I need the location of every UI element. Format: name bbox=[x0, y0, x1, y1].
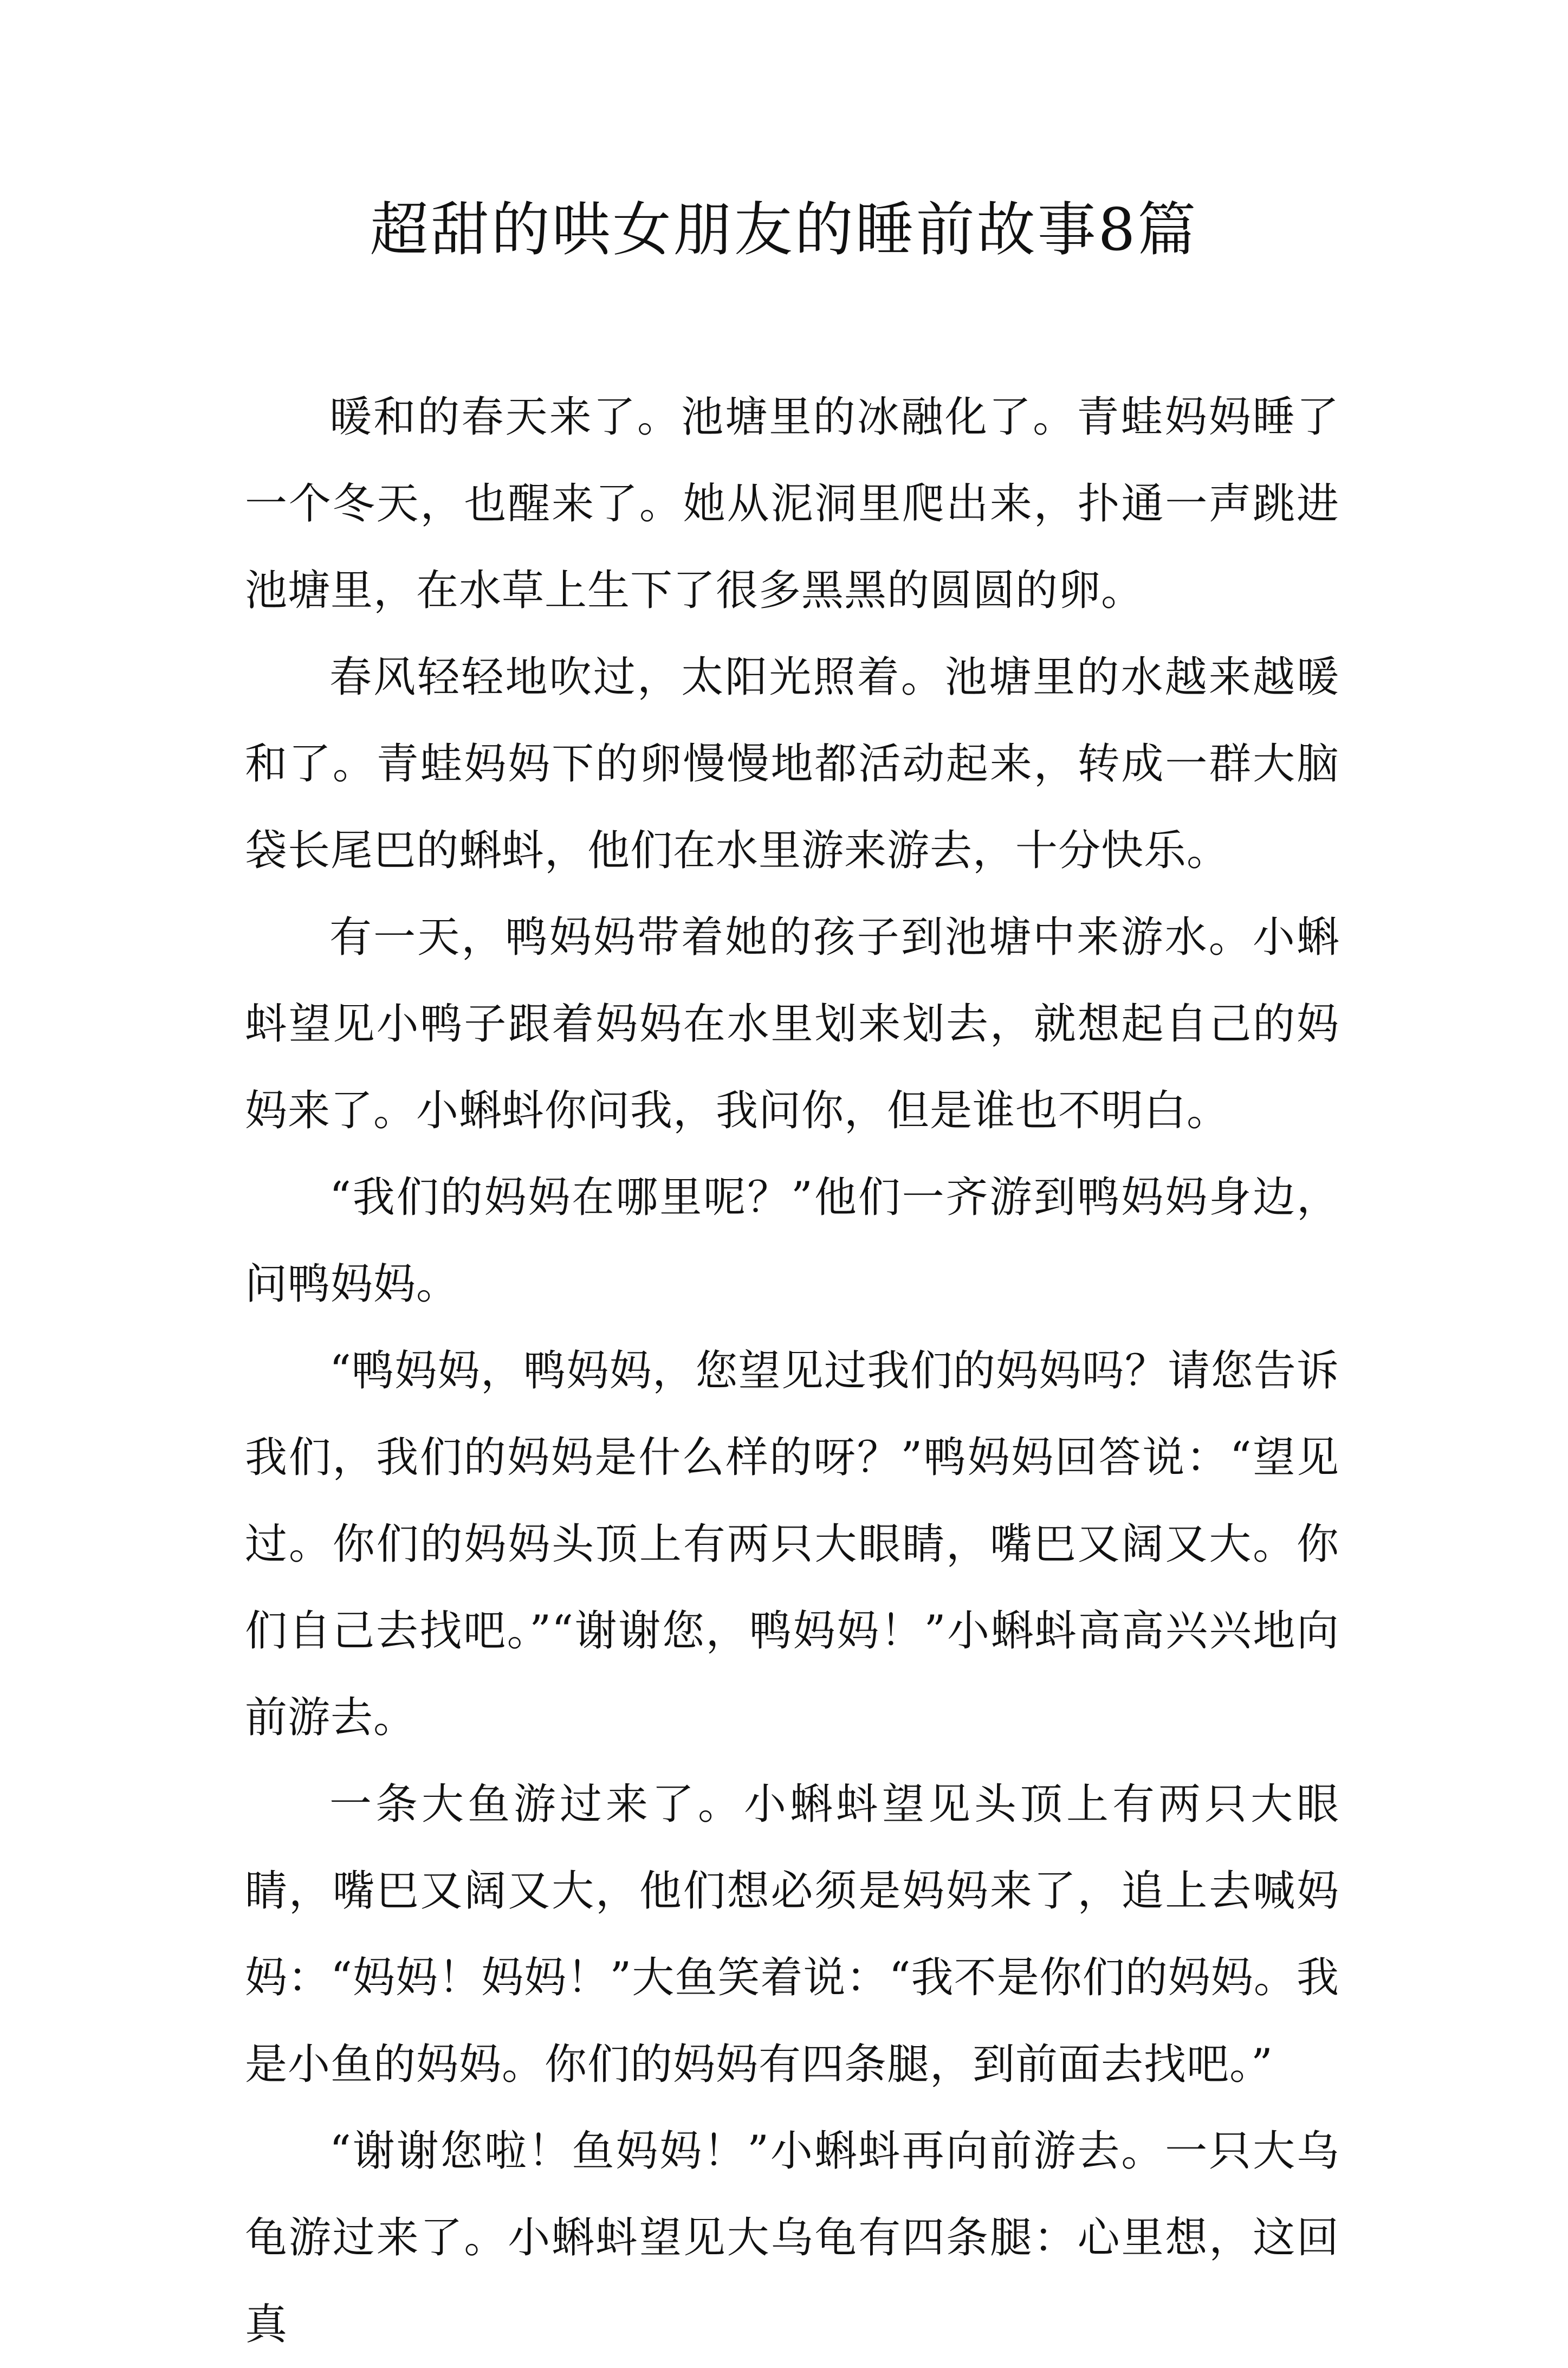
body-paragraph: “谢谢您啦！鱼妈妈！”小蝌蚪再向前游去。一只大乌龟游过来了。小蝌蚪望见大乌龟有四条腿：心里想，这回真 bbox=[245, 2127, 1339, 2349]
body-paragraph: 春风轻轻地吹过，太阳光照着。池塘里的水越来越暖和了。青蛙妈妈下的卵慢慢地都活动起来，转成一群大脑袋长尾巴的蝌蚪，他们在水里游来游去，十分快乐。 bbox=[245, 653, 1339, 875]
body-paragraph: 暖和的春天来了。池塘里的冰融化了。青蛙妈妈睡了一个冬天，也醒来了。她从泥洞里爬出来，扑通一声跳进池塘里，在水草上生下了很多黑黑的圆圆的卵。 bbox=[245, 393, 1339, 615]
body-paragraph: “我们的妈妈在哪里呢？”他们一齐游到鸭妈妈身边，问鸭妈妈。 bbox=[245, 1173, 1339, 1309]
document-title: 超甜的哄女朋友的睡前故事8篇 bbox=[370, 196, 1198, 264]
body-paragraph: 一条大鱼游过来了。小蝌蚪望见头顶上有两只大眼睛，嘴巴又阔又大，他们想必须是妈妈来了，追上去喊妈妈：“妈妈！妈妈！”大鱼笑着说：“我不是你们的妈妈。我是小鱼的妈妈。你们的妈妈有四条腿，到前面去找吧。” bbox=[245, 1780, 1339, 2089]
body-paragraph: 有一天，鸭妈妈带着她的孩子到池塘中来游水。小蝌蚪望见小鸭子跟着妈妈在水里划来划去，就想起自己的妈妈来了。小蝌蚪你问我，我问你，但是谁也不明白。 bbox=[245, 913, 1339, 1135]
document-body bbox=[245, 374, 1339, 2368]
body-paragraph: “鸭妈妈，鸭妈妈，您望见过我们的妈妈吗？请您告诉我们，我们的妈妈是什么样的呀？”鸭妈妈回答说：“望见过。你们的妈妈头顶上有两只大眼睛，嘴巴又阔又大。你们自己去找吧。”“谢谢您，鸭妈妈！”小蝌蚪高高兴兴地向前游去。 bbox=[245, 1347, 1339, 1742]
